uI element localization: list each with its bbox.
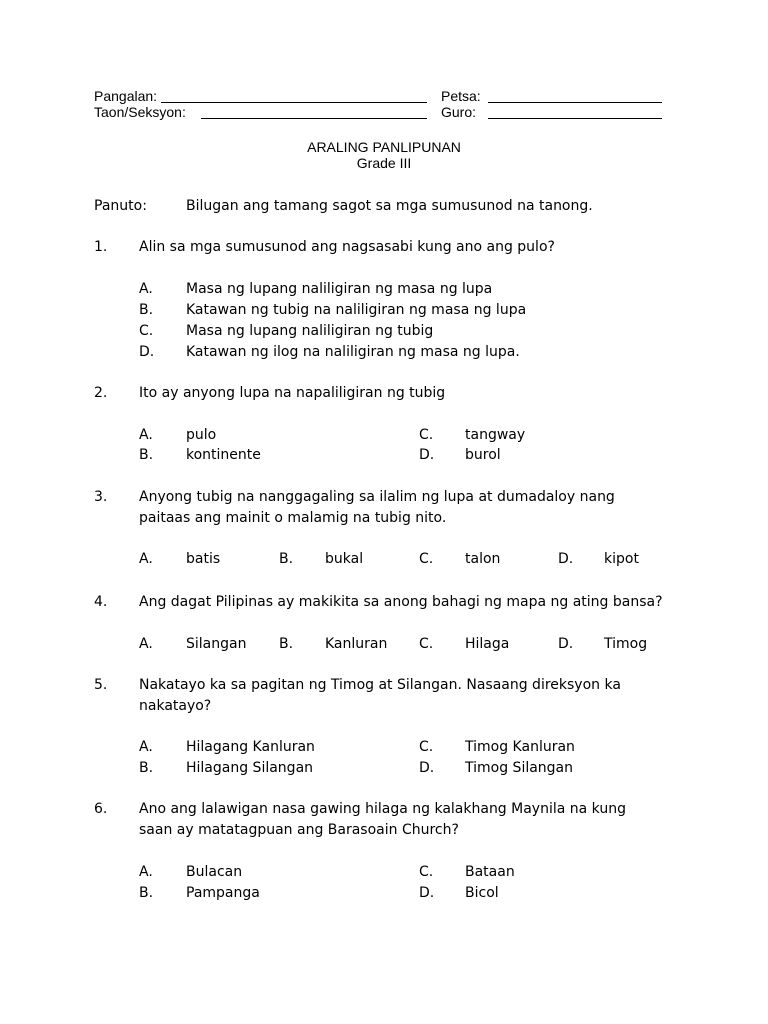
- choice-letter[interactable]: C.: [419, 427, 434, 443]
- choice-letter[interactable]: B.: [139, 885, 154, 901]
- choice-text[interactable]: Silangan: [186, 636, 247, 652]
- question-text-line-2: saan ay matatagpuan ang Barasoain Church?: [139, 822, 459, 838]
- choice-letter[interactable]: D.: [139, 344, 155, 360]
- choice-text[interactable]: kipot: [604, 551, 639, 567]
- teacher-label: Guro:: [441, 104, 477, 120]
- choice-letter[interactable]: C.: [139, 323, 154, 339]
- question-number: 4.: [94, 594, 108, 610]
- choice-text[interactable]: Kanluran: [325, 636, 388, 652]
- section-label: Taon/Seksyon:: [94, 104, 186, 120]
- choice-letter[interactable]: D.: [558, 636, 574, 652]
- choice-text[interactable]: Katawan ng ilog na naliligiran ng masa ng lupa.: [186, 344, 520, 360]
- choice-text[interactable]: Timog: [604, 636, 648, 652]
- choice-letter[interactable]: B.: [279, 551, 294, 567]
- name-label: Pangalan:: [94, 88, 158, 104]
- question-number: 5.: [94, 677, 108, 693]
- teacher-blank[interactable]: [488, 118, 662, 119]
- choice-text[interactable]: batis: [186, 551, 221, 567]
- question-text-line-1: Nakatayo ka sa pagitan ng Timog at Silangan. Nasaang direksyon ka: [139, 677, 621, 693]
- date-label: Petsa:: [441, 88, 481, 104]
- date-blank[interactable]: [488, 102, 662, 103]
- section-blank[interactable]: [201, 118, 427, 119]
- choice-text[interactable]: tangway: [465, 427, 526, 443]
- choice-text[interactable]: pulo: [186, 427, 217, 443]
- choice-letter[interactable]: A.: [139, 864, 153, 880]
- choice-text[interactable]: Bicol: [465, 885, 499, 901]
- question-number: 2.: [94, 385, 108, 401]
- question-text: Ito ay anyong lupa na napaliligiran ng tubig: [139, 385, 446, 401]
- choice-text[interactable]: Hilaga: [465, 636, 510, 652]
- choice-letter[interactable]: A.: [139, 281, 153, 297]
- choice-text[interactable]: burol: [465, 447, 501, 463]
- choice-letter[interactable]: B.: [279, 636, 294, 652]
- choice-letter[interactable]: A.: [139, 636, 153, 652]
- question-number: 1.: [94, 239, 108, 255]
- choice-letter[interactable]: D.: [419, 885, 435, 901]
- choice-letter[interactable]: D.: [558, 551, 574, 567]
- choice-letter[interactable]: B.: [139, 447, 154, 463]
- choice-text[interactable]: Bulacan: [186, 864, 243, 880]
- choice-text[interactable]: Masa ng lupang naliligiran ng tubig: [186, 323, 434, 339]
- question-text-line-2: nakatayo?: [139, 698, 212, 714]
- choice-text[interactable]: bukal: [325, 551, 364, 567]
- question-number: 6.: [94, 801, 108, 817]
- question-text: Alin sa mga sumusunod ang nagsasabi kung ano ang pulo?: [139, 239, 555, 255]
- choice-letter[interactable]: D.: [419, 447, 435, 463]
- choice-letter[interactable]: A.: [139, 739, 153, 755]
- choice-letter[interactable]: C.: [419, 551, 434, 567]
- instructions-text: Bilugan ang tamang sagot sa mga sumusunod na tanong.: [186, 198, 593, 214]
- choice-text[interactable]: Timog Kanluran: [465, 739, 575, 755]
- question-number: 3.: [94, 489, 108, 505]
- choice-text[interactable]: kontinente: [186, 447, 261, 463]
- choice-text[interactable]: Pampanga: [186, 885, 260, 901]
- choice-letter[interactable]: D.: [419, 760, 435, 776]
- name-blank[interactable]: [161, 102, 427, 103]
- choice-text[interactable]: Bataan: [465, 864, 515, 880]
- instructions-label: Panuto:: [94, 198, 147, 214]
- choice-letter[interactable]: A.: [139, 551, 153, 567]
- choice-text[interactable]: Hilagang Silangan: [186, 760, 314, 776]
- question-text: Ang dagat Pilipinas ay makikita sa anong bahagi ng mapa ng ating bansa?: [139, 594, 663, 610]
- choice-text[interactable]: Timog Silangan: [465, 760, 574, 776]
- choice-letter[interactable]: C.: [419, 864, 434, 880]
- choice-text[interactable]: Katawan ng tubig na naliligiran ng masa ng lupa: [186, 302, 527, 318]
- choice-text[interactable]: Hilagang Kanluran: [186, 739, 315, 755]
- choice-letter[interactable]: A.: [139, 427, 153, 443]
- question-text-line-1: Anyong tubig na nanggagaling sa ilalim ng lupa at dumadaloy nang: [139, 489, 615, 505]
- choice-letter[interactable]: B.: [139, 760, 154, 776]
- choice-letter[interactable]: B.: [139, 302, 154, 318]
- choice-text[interactable]: talon: [465, 551, 501, 567]
- grade-subtitle: Grade III: [356, 155, 412, 171]
- question-text-line-2: paitaas ang mainit o malamig na tubig nito.: [139, 510, 447, 526]
- choice-letter[interactable]: C.: [419, 636, 434, 652]
- choice-letter[interactable]: C.: [419, 739, 434, 755]
- choice-text[interactable]: Masa ng lupang naliligiran ng masa ng lupa: [186, 281, 493, 297]
- question-text-line-1: Ano ang lalawigan nasa gawing hilaga ng kalakhang Maynila na kung: [139, 801, 626, 817]
- subject-title: ARALING PANLIPUNAN: [307, 139, 461, 155]
